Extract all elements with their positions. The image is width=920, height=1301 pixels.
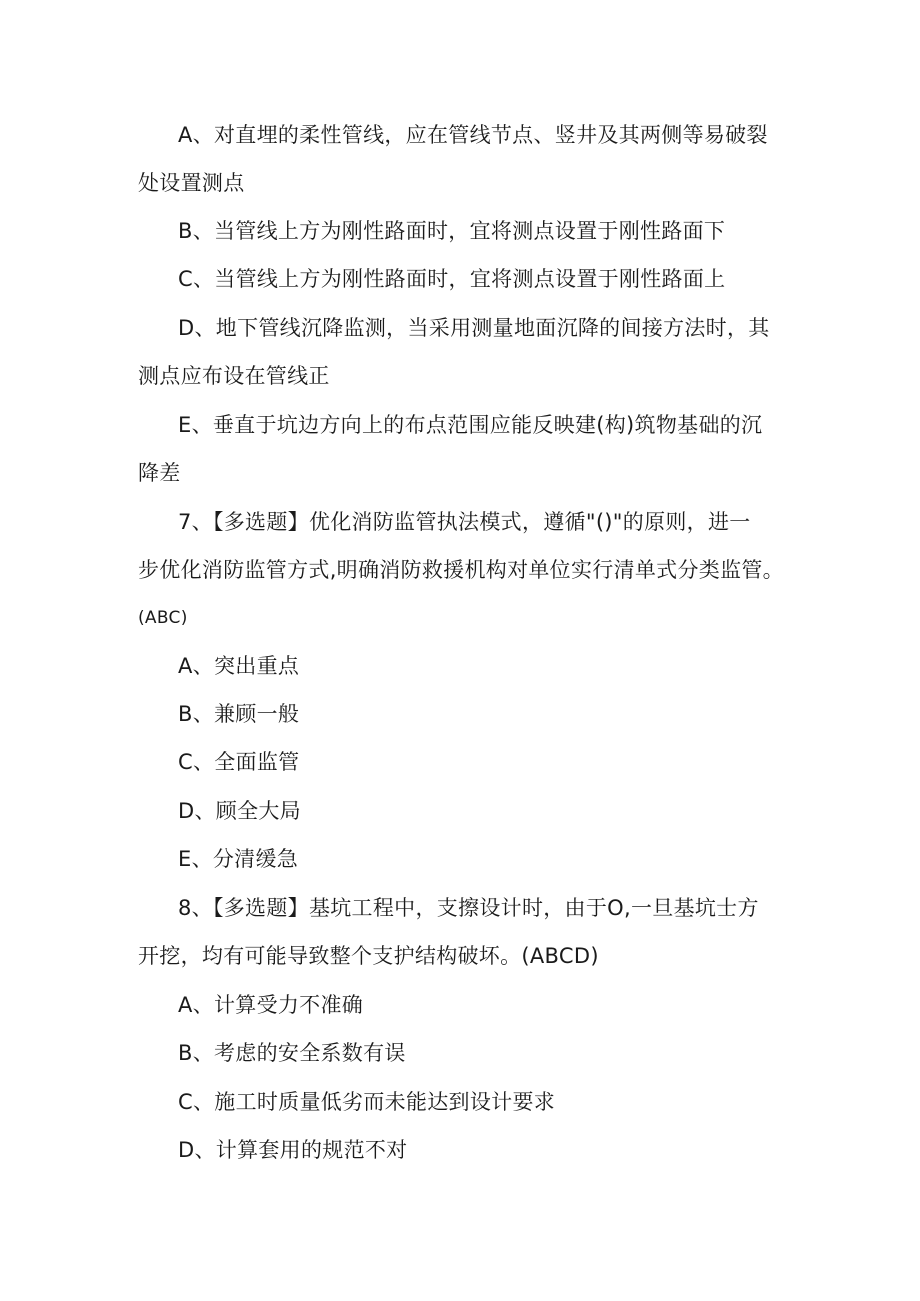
question-7-answer: (ABC) <box>138 608 188 628</box>
question-8-line-1: 8、【多选题】基坑工程中，支擦设计时，由于O,一旦基坑士方 <box>178 896 759 920</box>
question-8-line-2: 开挖，均有可能导致整个支护结构破坏。(ABCD) <box>138 944 599 968</box>
option-c: C、当管线上方为刚性路面时，宜将测点设置于刚性路面上 <box>178 267 726 291</box>
q7-option-e: E、分清缓急 <box>178 847 299 871</box>
option-a-line-2: 处设置测点 <box>138 171 245 195</box>
question-7-line-1: 7、【多选题】优化消防监管执法模式，遵循"()"的原则，进一 <box>178 510 751 534</box>
option-d-line-2: 测点应布设在管线正 <box>138 364 330 388</box>
option-a-line-1: A、对直埋的柔性管线，应在管线节点、竖井及其两侧等易破裂 <box>178 123 768 147</box>
q8-option-d: D、计算套用的规范不对 <box>178 1138 408 1162</box>
option-d-line-1: D、地下管线沉降监测，当采用测量地面沉降的间接方法时，其 <box>178 316 770 340</box>
q7-option-a: A、突出重点 <box>178 654 300 678</box>
q8-option-a: A、计算受力不准确 <box>178 993 364 1017</box>
option-e-line-2: 降差 <box>138 461 181 485</box>
option-e-line-1: E、垂直于坑边方向上的布点范围应能反映建(构)筑物基础的沉 <box>178 413 763 437</box>
q8-option-c: C、施工时质量低劣而未能达到设计要求 <box>178 1090 556 1114</box>
q7-option-c: C、全面监管 <box>178 750 300 774</box>
q8-option-b: B、考虑的安全系数有误 <box>178 1041 406 1065</box>
q7-option-b: B、兼顾一般 <box>178 702 300 726</box>
q7-option-d: D、顾全大局 <box>178 799 301 823</box>
option-b: B、当管线上方为刚性路面时，宜将测点设置于刚性路面下 <box>178 219 726 243</box>
question-7-line-2: 步优化消防监管方式,明确消防救援机构对单位实行清单式分类监管。 <box>138 558 784 582</box>
